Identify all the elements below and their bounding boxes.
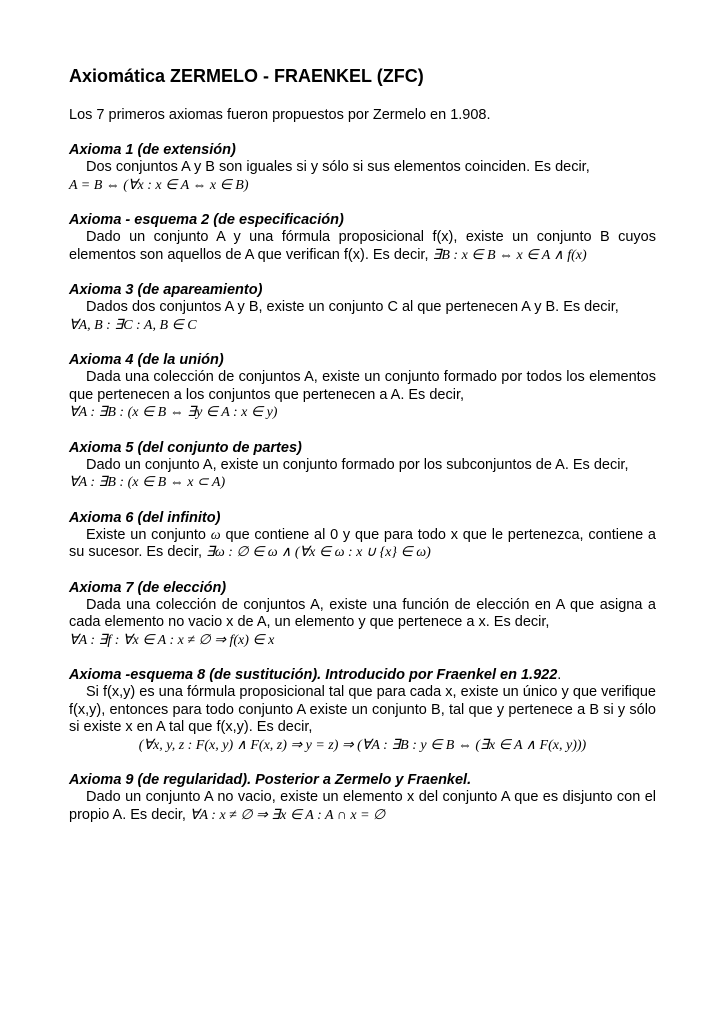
axiom-statement: Dos conjuntos A y B son iguales si y sólo si sus elementos coinciden. Es decir, [86, 159, 590, 175]
axiom-5 [69, 439, 656, 492]
axiom-text [69, 457, 656, 492]
axiom-statement-end: que contiene al 0 y que para todo x que le pertenezca, contiene a su sucesor. Es decir, [69, 526, 656, 560]
intro-paragraph: Los 7 primeros axiomas fueron propuestos por Zermelo en 1.908. [69, 107, 491, 123]
axiom-title-text: Axioma -esquema 8 (de sustitución). Introducido por Fraenkel en 1.922 [69, 667, 558, 683]
axiom-title: Axioma 3 (de apareamiento) [69, 282, 263, 298]
axiom-2 [69, 211, 656, 264]
axiom-formula: ∃ω : ∅ ∈ ω ∧ (∀x ∈ ω : x ∪ {x} ∈ ω) [206, 545, 431, 560]
axiom-formula: ∀A, B : ∃C : A, B ∈ C [69, 317, 197, 333]
axiom-text [69, 229, 656, 264]
axiom-3 [69, 281, 656, 334]
axiom-text [69, 299, 656, 334]
axiom-8 [69, 666, 656, 754]
axiom-text [69, 159, 656, 194]
axiom-statement: Dado un conjunto A y una fórmula proposicional f(x), existe un conjunto B cuyos elementos son aquellos de A que verifican f(x). Es decir, [69, 229, 656, 263]
axiom-text [69, 369, 656, 422]
axiom-7 [69, 579, 656, 650]
page-title: Axiomática ZERMELO - FRAENKEL (ZFC) [69, 66, 424, 86]
axiom-statement: Si f(x,y) es una fórmula proposicional tal que para cada x, existe un único y que verifique f(x,y), entonces para todo conjunto A existe un conjunto B, tal que y pertenece a B si y sólo si existe x en A tal que f(x,y). Es decir, [69, 684, 656, 735]
axiom-formula: ∀A : ∃B : (x ∈ B ⇔ x ⊂ A) [69, 475, 226, 490]
axiom-text [69, 684, 656, 754]
axiom-statement-start: Existe un conjunto [86, 526, 206, 543]
axiom-1 [69, 141, 656, 194]
axiom-formula: ∃B : x ∈ B ⇔ x ∈ A ∧ f(x) [432, 247, 587, 263]
axiom-statement: Dada una colección de conjuntos A, existe un conjunto formado por todos los elementos que pertenecen a los conjuntos que pertenecen a A. Es decir, [69, 369, 656, 403]
axiom-formula: A = B ⇔ (∀x : x ∈ A ⇔ x ∈ B) [69, 177, 249, 193]
axiom-title [69, 666, 656, 684]
axiom-statement: Dados dos conjuntos A y B, existe un conjunto C al que pertenecen A y B. Es decir, [86, 299, 619, 315]
axiom-9 [69, 771, 656, 824]
axiom-statement: Dada una colección de conjuntos A, existe una función de elección en A que asigna a cada elemento no vacio x de A, un elemento y que pertenece a x. Es decir, [69, 596, 656, 630]
omega-symbol: ω [210, 527, 221, 543]
axiom-statement: Dado un conjunto A no vacio, existe un elemento x del conjunto A que es disjunto con el propio A. Es decir, [69, 789, 656, 823]
axiom-statement: Dado un conjunto A, existe un conjunto formado por los subconjuntos de A. Es decir, [86, 456, 629, 473]
axiom-title: Axioma 7 (de elección) [69, 579, 227, 596]
axiom-text [69, 527, 656, 562]
axiom-title: Axioma 5 (del conjunto de partes) [69, 439, 302, 456]
axiom-text [69, 789, 656, 824]
axiom-title: Axioma - esquema 2 (de especificación) [69, 212, 344, 228]
axiom-6 [69, 509, 656, 562]
axiom-title: Axioma 4 (de la unión) [69, 352, 224, 368]
axiom-text [69, 597, 656, 650]
axiom-list [69, 141, 656, 841]
axiom-formula: ∀A : x ≠ ∅ ⇒ ∃x ∈ A : A ∩ x = ∅ [189, 807, 386, 823]
axiom-title: Axioma 9 (de regularidad). Posterior a Zermelo y Fraenkel. [69, 772, 472, 788]
title-period: . [557, 667, 562, 683]
axiom-title: Axioma 6 (del infinito) [69, 509, 221, 526]
axiom-formula: ∀A : ∃B : (x ∈ B ⇔ ∃y ∈ A : x ∈ y) [69, 405, 278, 420]
axiom-formula: (∀x, y, z : F(x, y) ∧ F(x, z) ⇒ y = z) ⇒ (∀A : ∃B : y ∈ B ⇔ (∃x ∈ A ∧ F(x, y))) [138, 737, 587, 753]
axiom-title: Axioma 1 (de extensión) [69, 142, 236, 158]
axiom-4 [69, 351, 656, 422]
axiom-formula: ∀A : ∃f : ∀x ∈ A : x ≠ ∅ ⇒ f(x) ∈ x [69, 632, 275, 648]
